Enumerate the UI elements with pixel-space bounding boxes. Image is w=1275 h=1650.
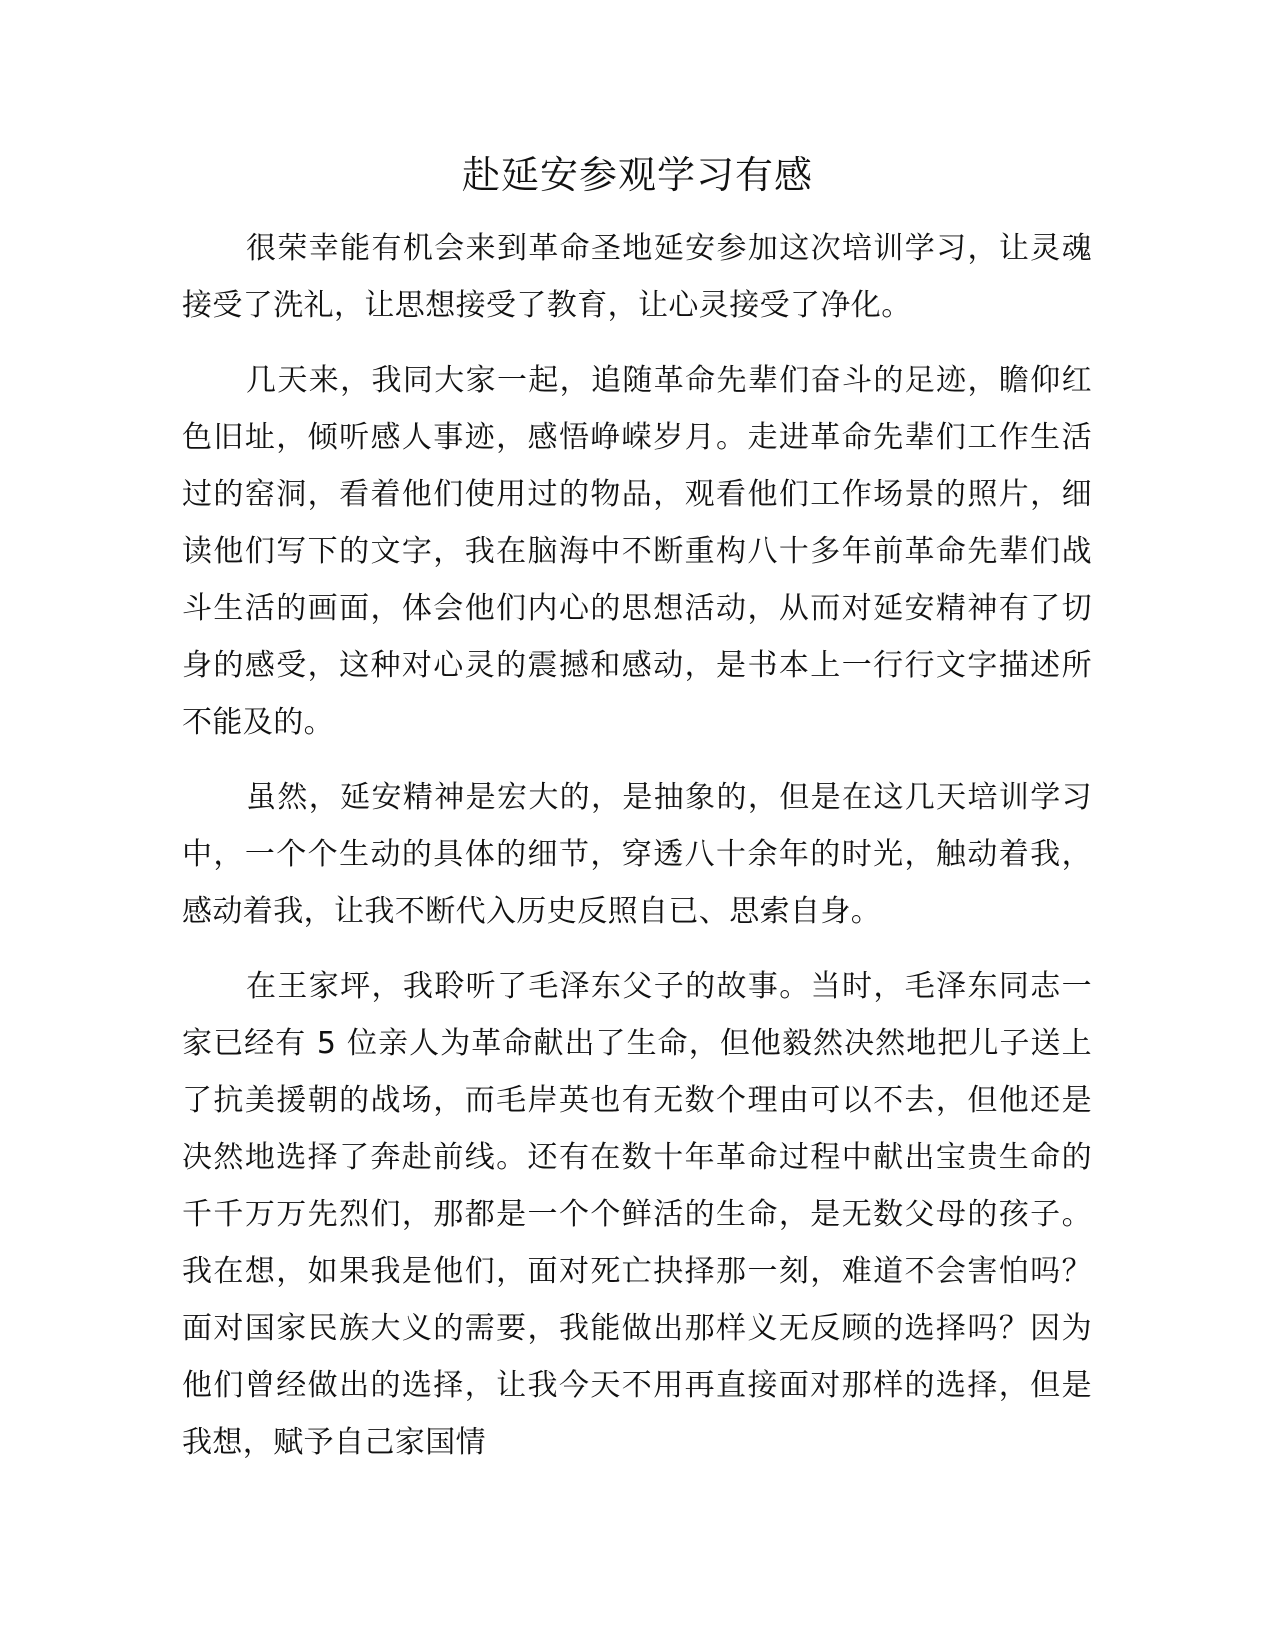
paragraph-4: 在王家坪，我聆听了毛泽东父子的故事。当时，毛泽东同志一家已经有 5 位亲人为革命献出了生命，但他毅然决然地把儿子送上了抗美援朝的战场，而毛岸英也有无数个理由可以不去，但他还是决然地选择了奔赴前线。还有在数十年革命过程中献出宝贵生命的千千万万先烈们，那都是一个个鲜活的生命，是无数父母的孩子。我在想，如果我是他们，面对死亡抉择那一刻，难道不会害怕吗？面对国家民族大义的需要，我能做出那样义无反顾的选择吗？因为他们曾经做出的选择，让我今天不用再直接面对那样的选择，但是我想，赋予自己家国情 bbox=[182, 969, 1092, 1460]
document-title: 赴延安参观学习有感 bbox=[461, 153, 813, 197]
document-body bbox=[182, 220, 1092, 1489]
paragraph-3: 虽然，延安精神是宏大的，是抽象的，但是在这几天培训学习中，一个个生动的具体的细节，穿透八十余年的时光，触动着我，感动着我，让我不断代入历史反照自已、思索自身。 bbox=[182, 780, 1092, 929]
paragraph-2: 几天来，我同大家一起，追随革命先辈们奋斗的足迹，瞻仰红色旧址，倾听感人事迹，感悟峥嵘岁月。走进革命先辈们工作生活过的窑洞，看着他们使用过的物品，观看他们工作场景的照片，细读他们写下的文字，我在脑海中不断重构八十多年前革命先辈们战斗生活的画面，体会他们内心的思想活动，从而对延安精神有了切身的感受，这种对心灵的震撼和感动，是书本上一行行文字描述所不能及的。 bbox=[182, 363, 1092, 740]
paragraph-1: 很荣幸能有机会来到革命圣地延安参加这次培训学习，让灵魂接受了洗礼，让思想接受了教育，让心灵接受了净化。 bbox=[182, 231, 1092, 323]
